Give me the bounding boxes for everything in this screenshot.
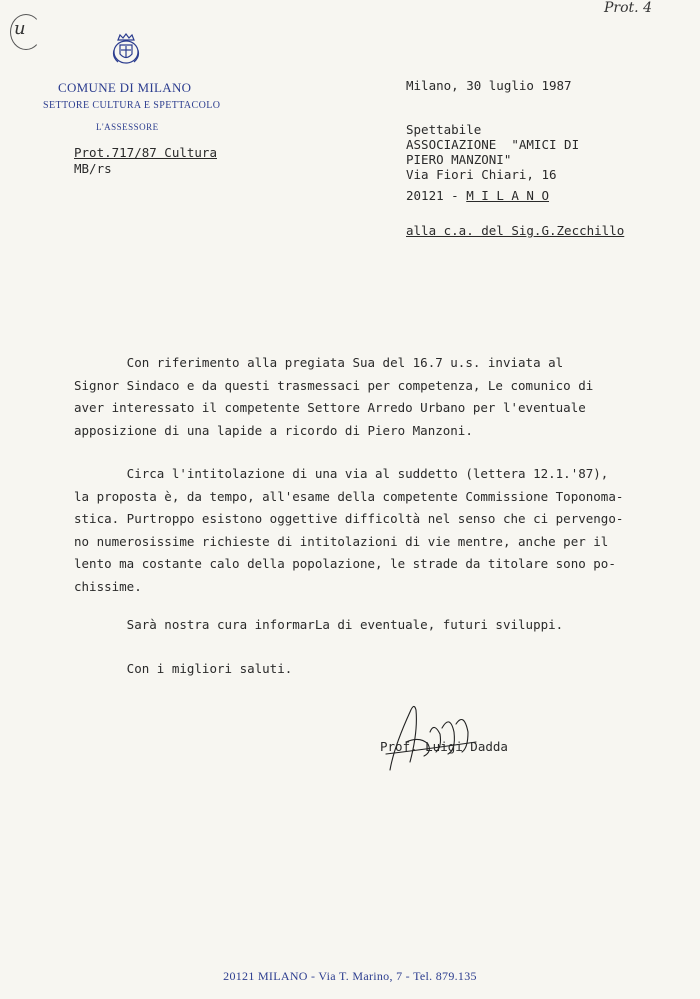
recipient-cap-city — [406, 188, 549, 203]
text-line: stica. Purtroppo esistono oggettive difficoltà nel senso che ci pervengo- — [74, 511, 624, 526]
signatory-name: Prof. Luigi Dadda — [380, 739, 508, 754]
recipient-line-2: PIERO MANZONI" — [406, 152, 512, 167]
recipient-address: Via Fiori Chiari, 16 — [406, 167, 557, 182]
handwritten-note-top-right: Prot. 4 — [604, 0, 652, 16]
text-line: Signor Sindaco e da questi trasmessaci per competenza, Le comunico di — [74, 377, 594, 393]
text-line: la proposta è, da tempo, all'esame della competente Commissione Toponoma- — [74, 488, 624, 504]
text-line: Con i migliori saluti. — [74, 661, 293, 676]
recipient-cap: 20121 - — [406, 188, 467, 203]
letter-date: Milano, 30 luglio 1987 — [406, 78, 572, 93]
salutation: Spettabile — [406, 122, 482, 137]
letterhead-department: SETTORE CULTURA E SPETTACOLO — [43, 100, 221, 111]
text-line: Circa l'intitolazione di una via al suddetto (lettera 12.1.'87), — [74, 466, 609, 481]
attention-line: alla c.a. del Sig.G.Zecchillo — [406, 223, 625, 238]
handwritten-signature — [380, 692, 490, 774]
crest-icon — [110, 32, 142, 66]
footer-address: 20121 MILANO - Via T. Marino, 7 - Tel. 879.135 — [223, 969, 477, 983]
text-line: aver interessato il competente Settore Arredo Urbano per l'eventuale — [74, 400, 586, 415]
closing — [74, 658, 634, 681]
paragraph-2 — [74, 463, 634, 598]
text-line: apposizione di una lapide a ricordo di Piero Manzoni. — [74, 422, 473, 438]
text-line: no numerosissime richieste di intitolazioni di vie mentre, anche per il — [74, 533, 609, 549]
protocol-number: Prot.717/87 Cultura — [74, 145, 217, 160]
recipient-city: M I L A N O — [466, 188, 550, 203]
text-line: Con riferimento alla pregiata Sua del 16.7 u.s. inviata al — [74, 355, 564, 370]
letterhead-office: L'ASSESSORE — [96, 122, 159, 132]
text-line: lento ma costante calo della popolazione, le strade da titolare sono po- — [74, 556, 616, 571]
paragraph-3 — [74, 614, 634, 637]
text-line: chissime. — [74, 578, 142, 594]
typist-initials: MB/rs — [74, 161, 112, 176]
handwritten-note-top-left: u — [14, 18, 26, 39]
letterhead-org: COMUNE DI MILANO — [58, 80, 192, 95]
recipient-line-1: ASSOCIAZIONE "AMICI DI — [406, 137, 580, 152]
text-line: Sarà nostra cura informarLa di eventuale, futuri sviluppi. — [74, 617, 564, 632]
paragraph-1 — [74, 352, 634, 442]
